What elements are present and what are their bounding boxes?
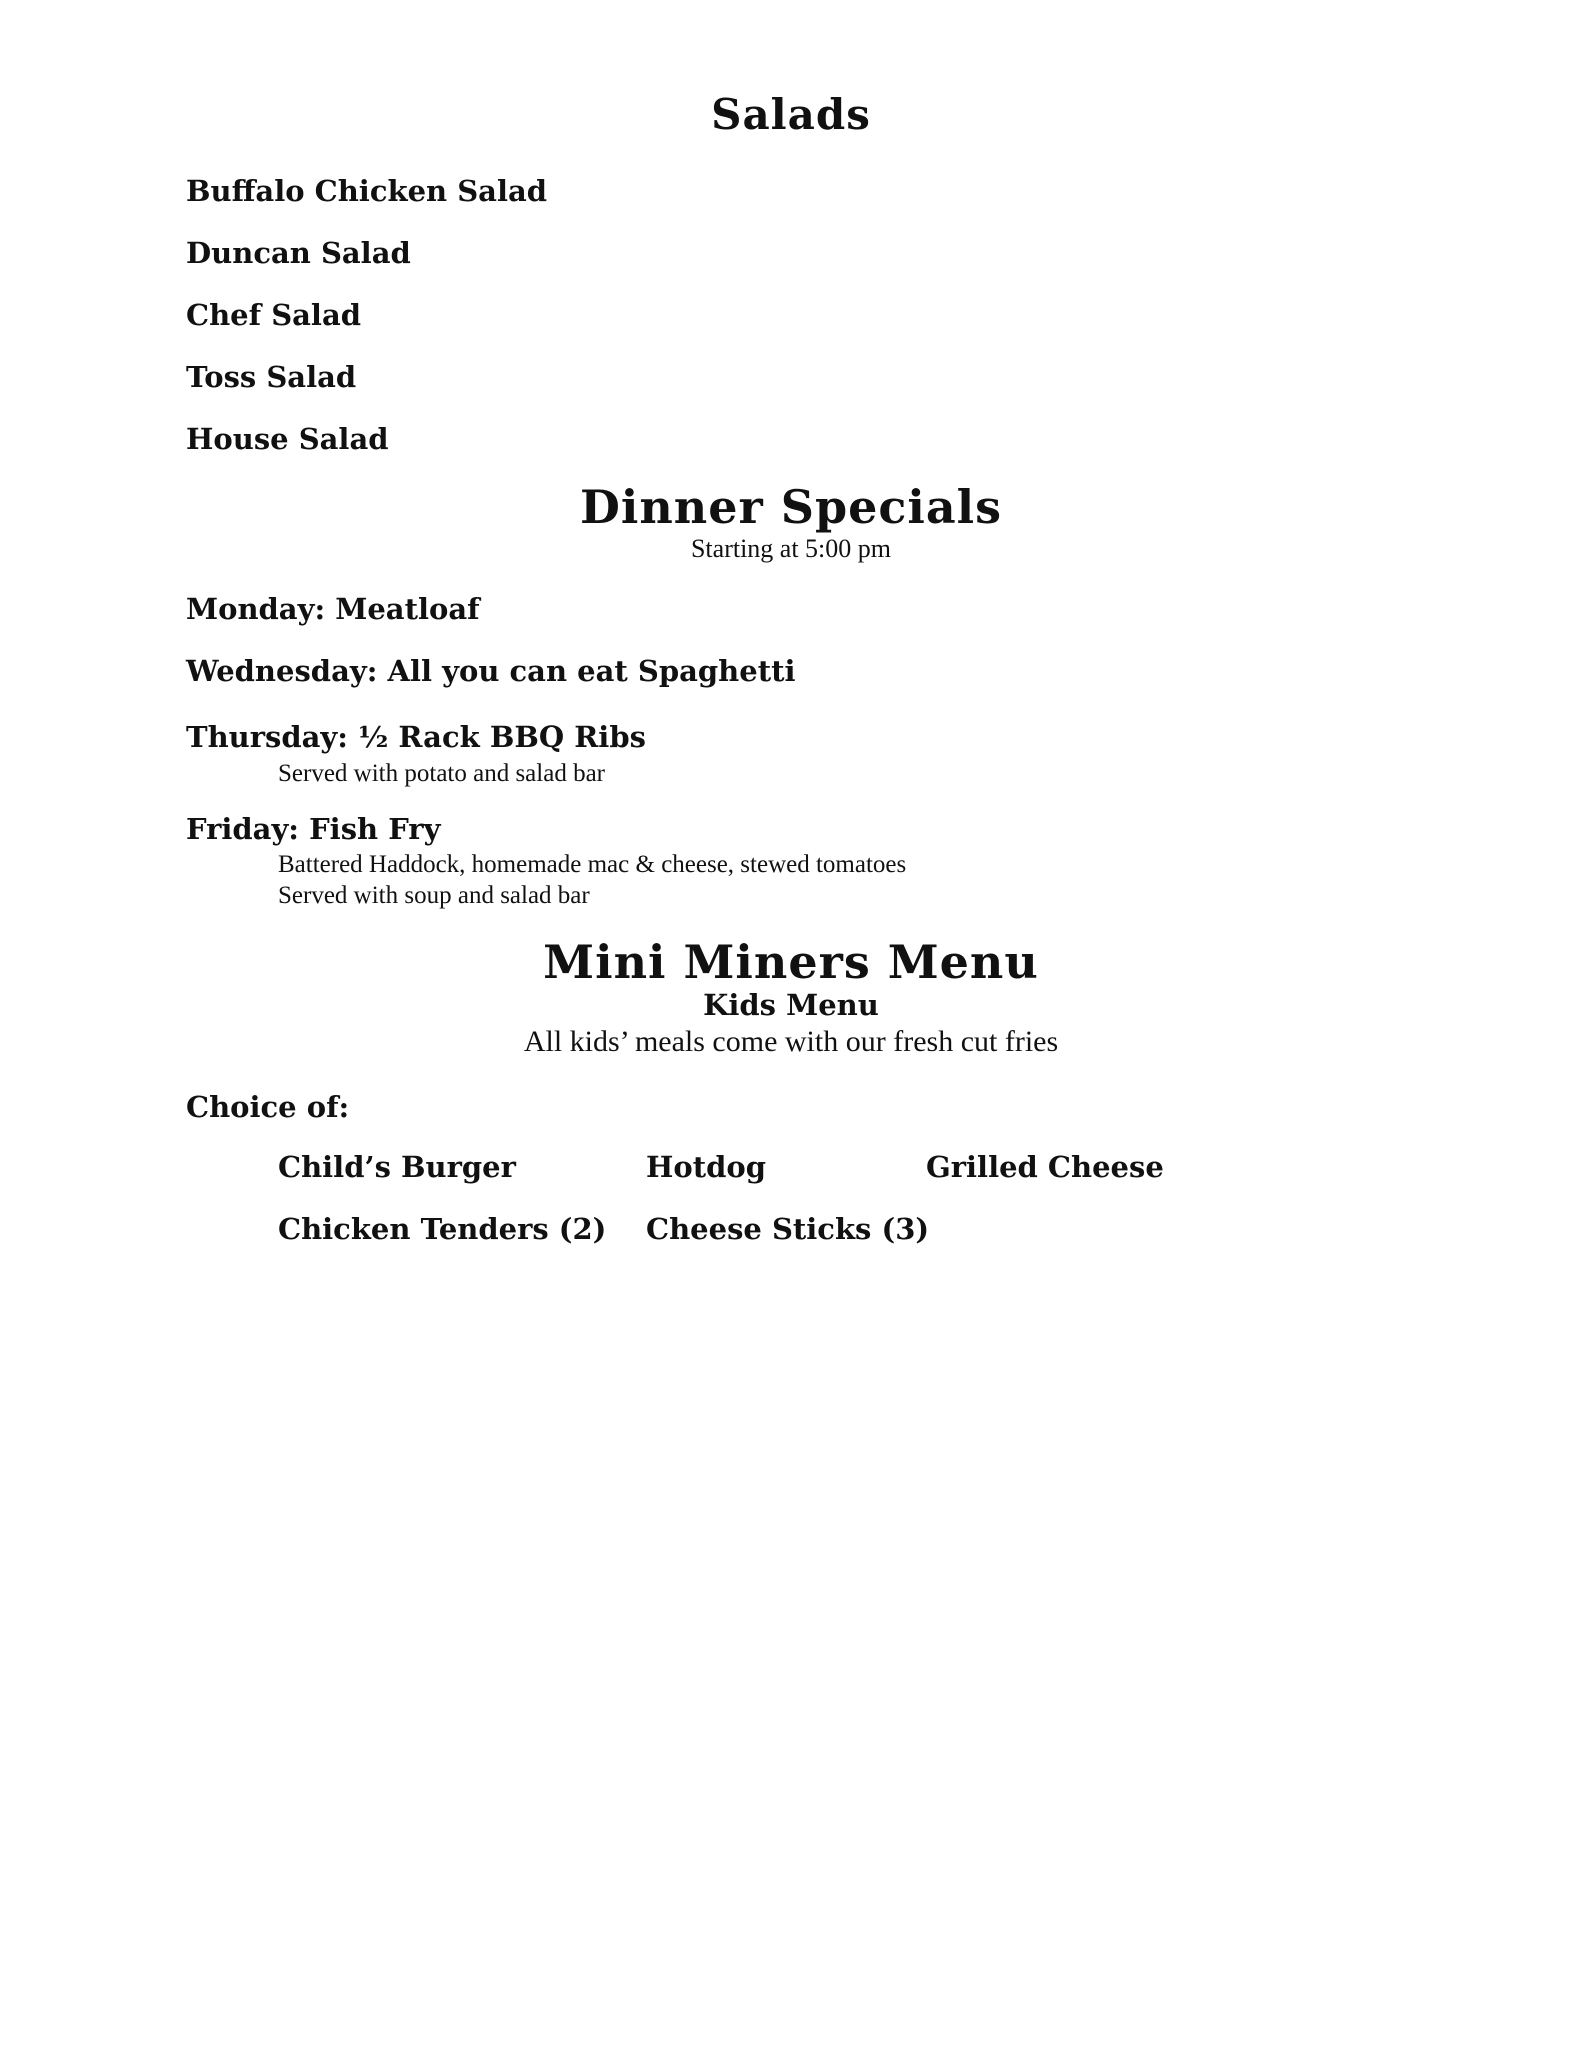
kids-menu-subtitle: Kids Menu (703, 988, 879, 1022)
salad-item: Chef Salad (186, 298, 362, 332)
kids-option: Chicken Tenders (2) (278, 1212, 607, 1246)
dinner-specials-subtitle: Starting at 5:00 pm (690, 534, 892, 563)
salad-item: House Salad (186, 422, 389, 456)
kids-option: Child’s Burger (278, 1150, 516, 1184)
dinner-item-monday: Monday: Meatloaf (186, 592, 480, 626)
dinner-item-wednesday: Wednesday: All you can eat Spaghetti (186, 654, 796, 688)
salad-item: Toss Salad (186, 360, 357, 394)
kids-menu-heading: Mini Miners Menu (543, 935, 1039, 989)
kids-option: Cheese Sticks (3) (646, 1212, 930, 1246)
dinner-item-thursday: Thursday: ½ Rack BBQ Ribs (186, 720, 646, 754)
dinner-item-description: Battered Haddock, homemade mac & cheese, stewed tomatoes (278, 851, 907, 878)
dinner-item-description: Served with soup and salad bar (278, 882, 590, 909)
kids-menu-note: All kids’ meals come with our fresh cut fries (523, 1025, 1059, 1058)
salads-heading: Salads (711, 90, 871, 139)
dinner-item-friday: Friday: Fish Fry (186, 812, 441, 846)
kids-option: Hotdog (646, 1150, 767, 1184)
salad-item: Duncan Salad (186, 236, 411, 270)
dinner-item-description: Served with potato and salad bar (278, 760, 605, 787)
kids-choice-label: Choice of: (186, 1090, 350, 1124)
kids-option: Grilled Cheese (926, 1150, 1164, 1184)
salad-item: Buffalo Chicken Salad (186, 174, 548, 208)
dinner-specials-heading: Dinner Specials (579, 480, 1003, 534)
